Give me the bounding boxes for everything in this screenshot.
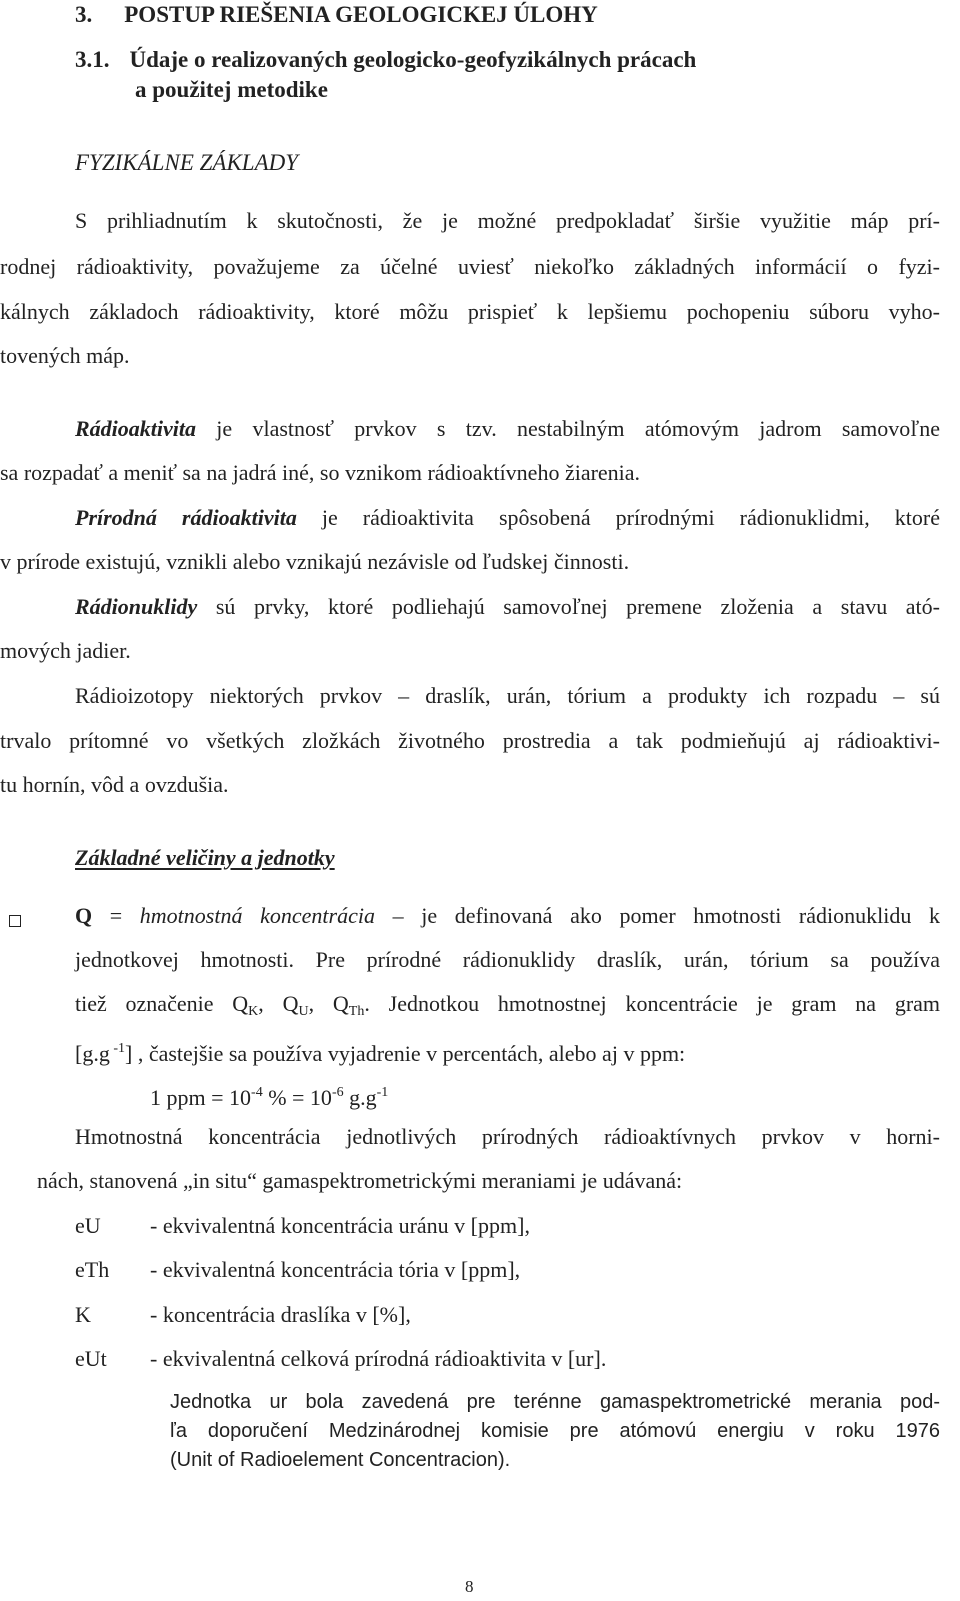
- checkbox-bullet-icon: [9, 915, 21, 927]
- quantity-desc-eut: - ekvivalentná celková prírodná rádioaktivita v [ur].: [150, 1346, 607, 1371]
- isotopes-line-2: trvalo prítomné vo všetkých zložkách životného prostredia a tak podmieňujú aj rádioaktivi-: [0, 728, 940, 753]
- nuclides-term: Rádionuklidy: [75, 594, 198, 619]
- section-number: 3.: [75, 2, 93, 27]
- note-line-3: (Unit of Radioelement Concentracion).: [170, 1449, 511, 1471]
- intro-line-4: tovených máp.: [0, 343, 130, 368]
- nuclides-line-1: Rádionuklidy sú prvky, ktoré podliehajú samovoľnej premene zloženia a stavu ató-: [75, 594, 940, 619]
- quantity-symbol-k: K: [75, 1302, 91, 1327]
- intro-line-1: S prihliadnutím k skutočnosti, že je možné predpokladať širšie využitie máp prí-: [75, 208, 940, 233]
- subsection-title-line1: Údaje o realizovaných geologicko-geofyzikálnych prácach: [129, 47, 697, 72]
- subsection-heading: [75, 47, 696, 73]
- q-line-1: Q = hmotnostná koncentrácia – je definovaná ako pomer hmotnosti rádionuklidu k: [75, 903, 940, 928]
- q-line-4: [g.g $^{-1}$] , častejšie sa používa vyjadrenie v percentách, alebo aj v ppm:: [75, 1041, 686, 1066]
- q-line-3: tiež označenie $Q_K$, $Q_U$, $Q_{Th}$. Jednotkou hmotnostnej koncentrácie je gram na gram: [75, 991, 941, 1019]
- q-name: hmotnostná koncentrácia: [139, 903, 375, 928]
- page-number: 8: [465, 1577, 474, 1596]
- quantity-symbol-eth: eTh: [75, 1257, 110, 1282]
- q-symbol: Q: [75, 903, 93, 928]
- natural-term: Prírodná rádioaktivita: [75, 505, 297, 530]
- intro-line-3: kálnych základoch rádioaktivity, ktoré môžu prispieť k lepšiemu pochopeniu súboru vyho-: [0, 299, 940, 324]
- quantity-desc-k: - koncentrácia draslíka v [%],: [150, 1302, 411, 1327]
- note-line-2: ľa doporučení Medzinárodnej komisie pre atómovú energiu v roku 1976: [170, 1420, 940, 1442]
- mass-conc-line-2: nách, stanovená „in situ“ gamaspektrometrickými meraniami je udávaná:: [37, 1168, 683, 1193]
- section-heading: [75, 2, 598, 28]
- note-line-1: Jednotka ur bola zavedená pre terénne gamaspektrometrické merania pod-: [170, 1391, 940, 1413]
- quantity-symbol-eu: eU: [75, 1213, 101, 1238]
- mass-conc-line-1: Hmotnostná koncentrácia jednotlivých prírodných rádioaktívnych prvkov v horni-: [75, 1124, 940, 1149]
- subsection-title-line2: a použitej metodike: [135, 77, 328, 102]
- ppm-formula: 1 ppm = $10^{-4}$ % = $10^{-6}$ $g.g^{-1}$: [150, 1085, 389, 1110]
- quantity-symbol-eut: eUt: [75, 1346, 107, 1371]
- quantity-desc-eth: - ekvivalentná koncentrácia tória v [ppm],: [150, 1257, 521, 1282]
- quantity-desc-eu: - ekvivalentná koncentrácia uránu v [ppm],: [150, 1213, 530, 1238]
- nuclides-line-2: mových jadier.: [0, 638, 131, 663]
- natural-line-2: v prírode existujú, vznikli alebo vznikajú nezávisle od ľudskej činnosti.: [0, 549, 630, 574]
- radioactivity-line-2: sa rozpadať a meniť sa na jadrá iné, so vznikom rádioaktívneho žiarenia.: [0, 460, 641, 485]
- units-heading: Základné veličiny a jednotky: [75, 845, 335, 870]
- natural-line-1: Prírodná rádioaktivita je rádioaktivita spôsobená prírodnými rádionuklidmi, ktoré: [75, 505, 941, 530]
- isotopes-line-1: Rádioizotopy niektorých prvkov – draslík, urán, tórium a produkty ich rozpadu – sú: [75, 683, 940, 708]
- section-title: POSTUP RIEŠENIA GEOLOGICKEJ ÚLOHY: [124, 2, 598, 27]
- q-line-2: jednotkovej hmotnosti. Pre prírodné rádionuklidy draslík, urán, tórium sa používa: [75, 947, 940, 972]
- intro-line-2: rodnej rádioaktivity, považujeme za účelné uviesť niekoľko základných informácií o fyzi-: [0, 254, 940, 279]
- radioactivity-term: Rádioaktivita: [75, 416, 196, 441]
- isotopes-line-3: tu hornín, vôd a ovzdušia.: [0, 772, 229, 797]
- subsection-number: 3.1.: [75, 47, 110, 72]
- basics-heading: FYZIKÁLNE ZÁKLADY: [75, 150, 299, 175]
- radioactivity-line-1: Rádioaktivita je vlastnosť prvkov s tzv. nestabilným atómovým jadrom samovoľne: [75, 416, 940, 441]
